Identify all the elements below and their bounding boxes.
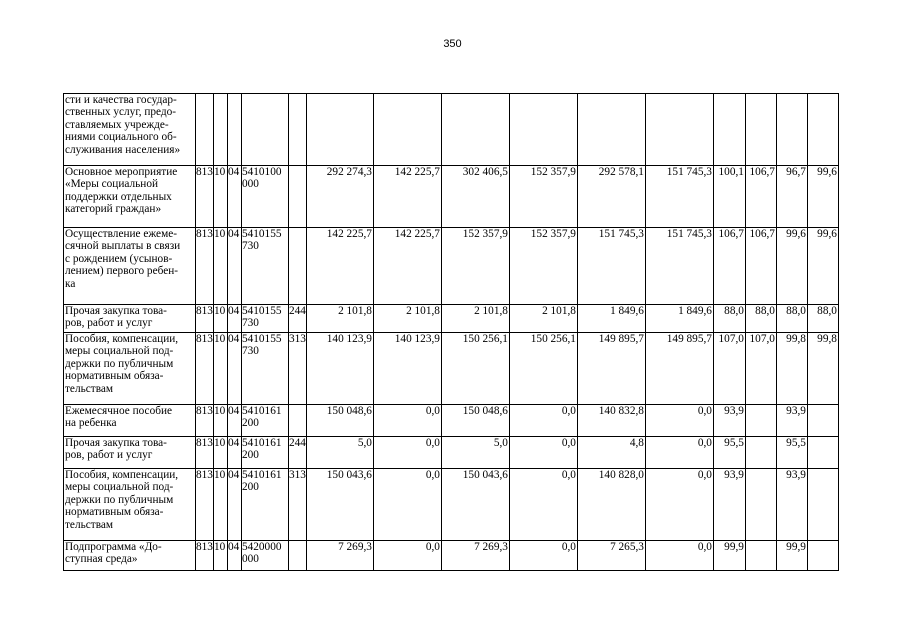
percent-cell-4 <box>807 437 838 469</box>
expense-type-cell: 244 <box>288 437 306 469</box>
value-cell-6 <box>645 94 713 166</box>
percent-cell-4 <box>807 541 838 571</box>
value-cell-4: 2 101,8 <box>509 305 577 333</box>
percent-cell-2: 88,0 <box>745 305 776 333</box>
value-cell-5: 140 832,8 <box>577 405 645 437</box>
grbs-code-cell: 813 <box>196 166 214 228</box>
target-article-cell: 5410161 200 <box>241 469 288 541</box>
percent-cell-1: 100,1 <box>713 166 745 228</box>
value-cell-6: 151 745,3 <box>645 166 713 228</box>
percent-cell-1: 99,9 <box>713 541 745 571</box>
percent-cell-4 <box>807 94 838 166</box>
value-cell-3: 150 256,1 <box>441 333 509 405</box>
budget-table <box>63 93 839 571</box>
subsection-code-cell: 04 <box>227 405 241 437</box>
value-cell-3: 152 357,9 <box>441 228 509 305</box>
value-cell-6: 0,0 <box>645 437 713 469</box>
percent-cell-2 <box>745 437 776 469</box>
value-cell-2: 0,0 <box>373 437 441 469</box>
row-name-cell: Пособия, компенсации, меры социальной под- держки по публичным нормативным обяза- тельствам <box>64 333 196 405</box>
value-cell-4: 152 357,9 <box>509 228 577 305</box>
row-name-cell: сти и качества государ- ственных услуг, предо- ставляемых учрежде- ниями социального об- служивания населения» <box>64 94 196 166</box>
percent-cell-3: 93,9 <box>776 405 807 437</box>
percent-cell-1: 106,7 <box>713 228 745 305</box>
value-cell-2: 142 225,7 <box>373 228 441 305</box>
value-cell-6: 0,0 <box>645 405 713 437</box>
expense-type-cell: 313 <box>288 469 306 541</box>
grbs-code-cell: 813 <box>196 228 214 305</box>
section-code-cell <box>213 94 227 166</box>
value-cell-3: 150 048,6 <box>441 405 509 437</box>
percent-cell-3: 99,9 <box>776 541 807 571</box>
percent-cell-3: 96,7 <box>776 166 807 228</box>
grbs-code-cell: 813 <box>196 305 214 333</box>
percent-cell-2 <box>745 541 776 571</box>
value-cell-1: 7 269,3 <box>306 541 373 571</box>
target-article-cell: 5420000 000 <box>241 541 288 571</box>
subsection-code-cell: 04 <box>227 228 241 305</box>
value-cell-3: 2 101,8 <box>441 305 509 333</box>
table-row <box>64 305 839 333</box>
subsection-code-cell: 04 <box>227 305 241 333</box>
value-cell-3: 5,0 <box>441 437 509 469</box>
grbs-code-cell: 813 <box>196 405 214 437</box>
subsection-code-cell: 04 <box>227 469 241 541</box>
value-cell-5 <box>577 94 645 166</box>
percent-cell-3 <box>776 94 807 166</box>
section-code-cell: 10 <box>213 333 227 405</box>
value-cell-6: 0,0 <box>645 469 713 541</box>
value-cell-3: 7 269,3 <box>441 541 509 571</box>
value-cell-6: 0,0 <box>645 541 713 571</box>
percent-cell-3: 88,0 <box>776 305 807 333</box>
value-cell-4: 0,0 <box>509 405 577 437</box>
percent-cell-1: 88,0 <box>713 305 745 333</box>
value-cell-1: 140 123,9 <box>306 333 373 405</box>
target-article-cell: 5410155 730 <box>241 305 288 333</box>
expense-type-cell <box>288 228 306 305</box>
value-cell-3 <box>441 94 509 166</box>
subsection-code-cell: 04 <box>227 166 241 228</box>
percent-cell-4 <box>807 405 838 437</box>
target-article-cell: 5410161 200 <box>241 437 288 469</box>
percent-cell-2: 106,7 <box>745 166 776 228</box>
value-cell-1: 150 043,6 <box>306 469 373 541</box>
section-code-cell: 10 <box>213 437 227 469</box>
value-cell-3: 302 406,5 <box>441 166 509 228</box>
percent-cell-3: 99,8 <box>776 333 807 405</box>
value-cell-4: 152 357,9 <box>509 166 577 228</box>
table-row <box>64 405 839 437</box>
value-cell-4: 0,0 <box>509 469 577 541</box>
grbs-code-cell: 813 <box>196 333 214 405</box>
value-cell-5: 140 828,0 <box>577 469 645 541</box>
value-cell-4 <box>509 94 577 166</box>
value-cell-1: 5,0 <box>306 437 373 469</box>
value-cell-5: 1 849,6 <box>577 305 645 333</box>
page-number: 350 <box>443 38 462 50</box>
target-article-cell: 5410161 200 <box>241 405 288 437</box>
percent-cell-1: 107,0 <box>713 333 745 405</box>
section-code-cell: 10 <box>213 166 227 228</box>
percent-cell-3: 99,6 <box>776 228 807 305</box>
percent-cell-1: 93,9 <box>713 469 745 541</box>
value-cell-5: 4,8 <box>577 437 645 469</box>
percent-cell-4: 99,8 <box>807 333 838 405</box>
value-cell-2: 142 225,7 <box>373 166 441 228</box>
value-cell-2: 2 101,8 <box>373 305 441 333</box>
percent-cell-1 <box>713 94 745 166</box>
grbs-code-cell: 813 <box>196 541 214 571</box>
section-code-cell: 10 <box>213 228 227 305</box>
percent-cell-3: 93,9 <box>776 469 807 541</box>
expense-type-cell: 313 <box>288 333 306 405</box>
table-row <box>64 541 839 571</box>
percent-cell-2 <box>745 405 776 437</box>
percent-cell-2: 107,0 <box>745 333 776 405</box>
section-code-cell: 10 <box>213 405 227 437</box>
subsection-code-cell: 04 <box>227 437 241 469</box>
value-cell-1: 292 274,3 <box>306 166 373 228</box>
target-article-cell: 5410155 730 <box>241 228 288 305</box>
value-cell-5: 149 895,7 <box>577 333 645 405</box>
expense-type-cell <box>288 94 306 166</box>
section-code-cell: 10 <box>213 305 227 333</box>
value-cell-2: 0,0 <box>373 541 441 571</box>
percent-cell-4: 99,6 <box>807 166 838 228</box>
value-cell-6: 1 849,6 <box>645 305 713 333</box>
value-cell-2 <box>373 94 441 166</box>
row-name-cell: Осуществление ежеме- сячной выплаты в связи с рождением (усынов- лением) первого ребен- ка <box>64 228 196 305</box>
expense-type-cell: 244 <box>288 305 306 333</box>
row-name-cell: Ежемесячное пособие на ребенка <box>64 405 196 437</box>
grbs-code-cell <box>196 94 214 166</box>
target-article-cell <box>241 94 288 166</box>
value-cell-5: 151 745,3 <box>577 228 645 305</box>
value-cell-1: 150 048,6 <box>306 405 373 437</box>
percent-cell-2 <box>745 469 776 541</box>
value-cell-1 <box>306 94 373 166</box>
percent-cell-4: 88,0 <box>807 305 838 333</box>
table-row <box>64 333 839 405</box>
row-name-cell: Пособия, компенсации, меры социальной под- держки по публичным нормативным обяза- тельствам <box>64 469 196 541</box>
value-cell-4: 0,0 <box>509 541 577 571</box>
subsection-code-cell <box>227 94 241 166</box>
table-row <box>64 166 839 228</box>
percent-cell-1: 95,5 <box>713 437 745 469</box>
percent-cell-1: 93,9 <box>713 405 745 437</box>
value-cell-3: 150 043,6 <box>441 469 509 541</box>
percent-cell-4 <box>807 469 838 541</box>
row-name-cell: Прочая закупка това- ров, работ и услуг <box>64 305 196 333</box>
target-article-cell: 5410155 730 <box>241 333 288 405</box>
table-body <box>64 94 839 571</box>
value-cell-2: 0,0 <box>373 469 441 541</box>
subsection-code-cell: 04 <box>227 541 241 571</box>
value-cell-1: 2 101,8 <box>306 305 373 333</box>
table-row <box>64 228 839 305</box>
row-name-cell: Прочая закупка това- ров, работ и услуг <box>64 437 196 469</box>
subsection-code-cell: 04 <box>227 333 241 405</box>
expense-type-cell <box>288 405 306 437</box>
value-cell-4: 150 256,1 <box>509 333 577 405</box>
percent-cell-2: 106,7 <box>745 228 776 305</box>
percent-cell-2 <box>745 94 776 166</box>
percent-cell-3: 95,5 <box>776 437 807 469</box>
grbs-code-cell: 813 <box>196 437 214 469</box>
value-cell-5: 292 578,1 <box>577 166 645 228</box>
expense-type-cell <box>288 166 306 228</box>
expense-type-cell <box>288 541 306 571</box>
target-article-cell: 5410100 000 <box>241 166 288 228</box>
row-name-cell: Основное мероприятие «Меры социальной поддержки отдельных категорий граждан» <box>64 166 196 228</box>
table-row <box>64 437 839 469</box>
value-cell-1: 142 225,7 <box>306 228 373 305</box>
section-code-cell: 10 <box>213 541 227 571</box>
table-row <box>64 469 839 541</box>
value-cell-4: 0,0 <box>509 437 577 469</box>
value-cell-2: 0,0 <box>373 405 441 437</box>
grbs-code-cell: 813 <box>196 469 214 541</box>
row-name-cell: Подпрограмма «До- ступная среда» <box>64 541 196 571</box>
value-cell-6: 151 745,3 <box>645 228 713 305</box>
value-cell-5: 7 265,3 <box>577 541 645 571</box>
value-cell-6: 149 895,7 <box>645 333 713 405</box>
value-cell-2: 140 123,9 <box>373 333 441 405</box>
percent-cell-4: 99,6 <box>807 228 838 305</box>
table-row <box>64 94 839 166</box>
section-code-cell: 10 <box>213 469 227 541</box>
